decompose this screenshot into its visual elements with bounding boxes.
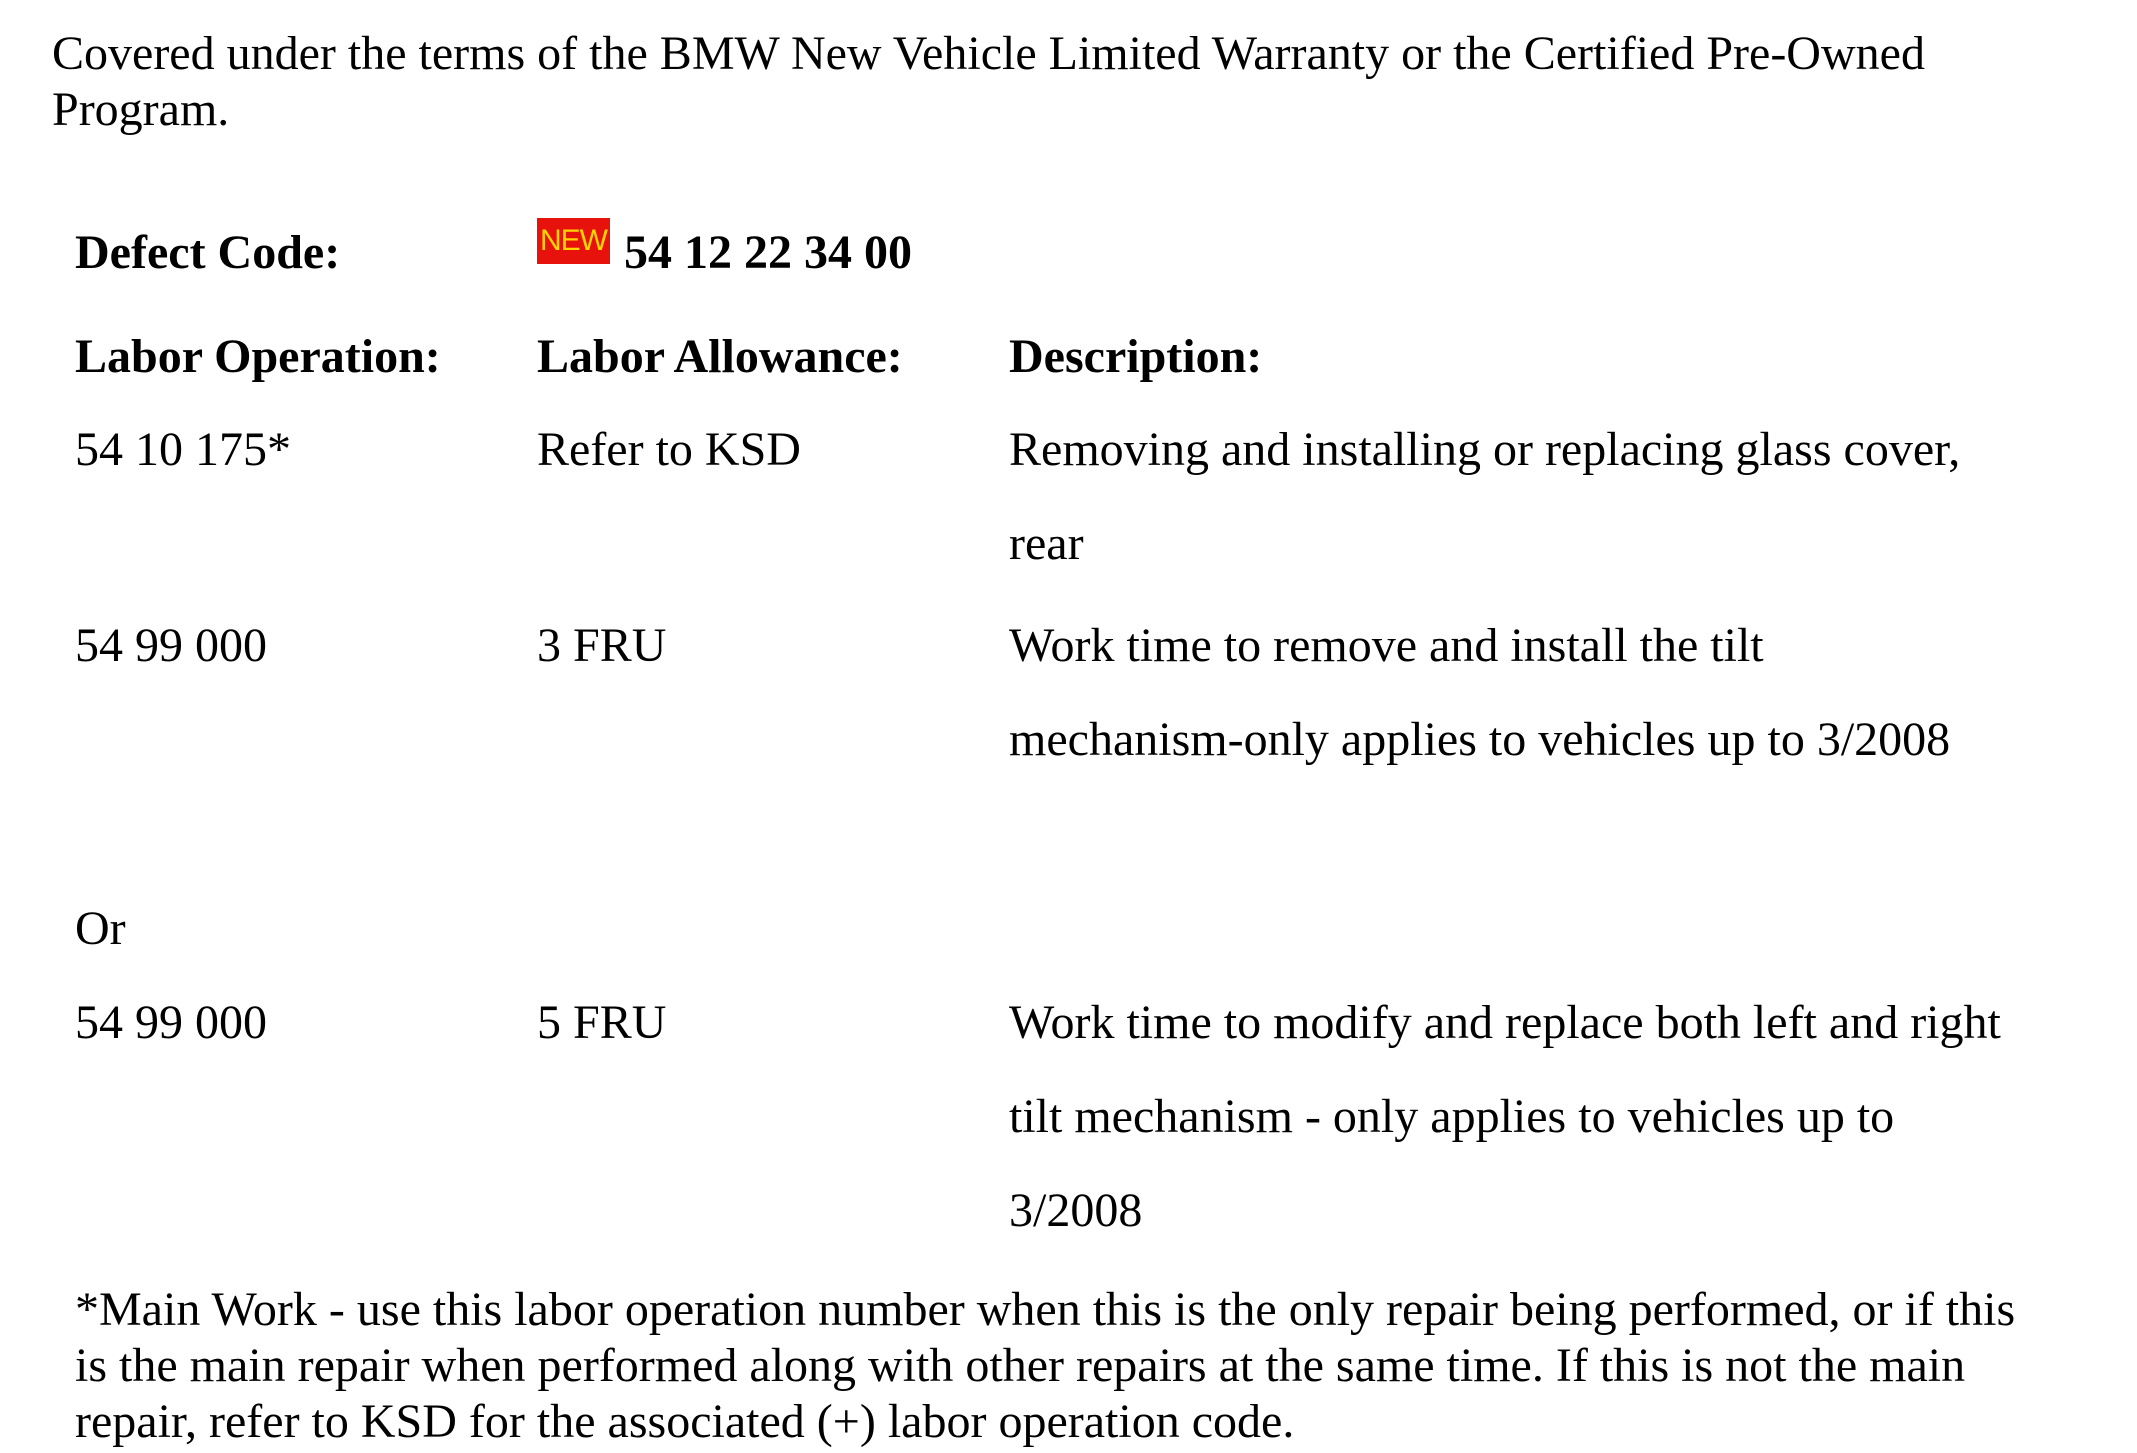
labor-operation-cell: 54 10 175* <box>75 423 291 476</box>
footnote-text: *Main Work - use this labor operation number when this is the only repair being performed, or if this is the main repair when performed along with other repairs at the same time. If this is not the main repair, refer to KSD for the associated (+) labor operation code. <box>75 1283 2016 1448</box>
labor-operation-cell: 54 99 000 <box>75 619 267 672</box>
or-label: Or <box>75 902 126 955</box>
header-labor-allowance: Labor Allowance: <box>537 330 903 383</box>
header-description: Description: <box>1009 330 1263 383</box>
description-cell: Work time to modify and replace both left and right tilt mechanism - only applies to vehicles up to 3/2008 <box>1009 996 2001 1237</box>
new-badge: NEW <box>537 218 610 264</box>
description-cell: Removing and installing or replacing glass cover, rear <box>1009 423 1961 570</box>
labor-allowance-cell: 3 FRU <box>537 619 667 672</box>
intro-text: Covered under the terms of the BMW New Vehicle Limited Warranty or the Certified Pre-Owned Program. <box>52 27 1925 136</box>
header-labor-operation: Labor Operation: <box>75 330 441 383</box>
defect-code-value: 54 12 22 34 00 <box>624 226 912 279</box>
labor-allowance-cell: 5 FRU <box>537 996 667 1049</box>
defect-code-value-wrap <box>537 206 912 300</box>
labor-allowance-cell: Refer to KSD <box>537 423 801 476</box>
description-cell: Work time to remove and install the tilt mechanism-only applies to vehicles up to 3/2008 <box>1009 619 1951 766</box>
defect-code-label: Defect Code: <box>75 226 341 279</box>
labor-operation-cell: 54 99 000 <box>75 996 267 1049</box>
